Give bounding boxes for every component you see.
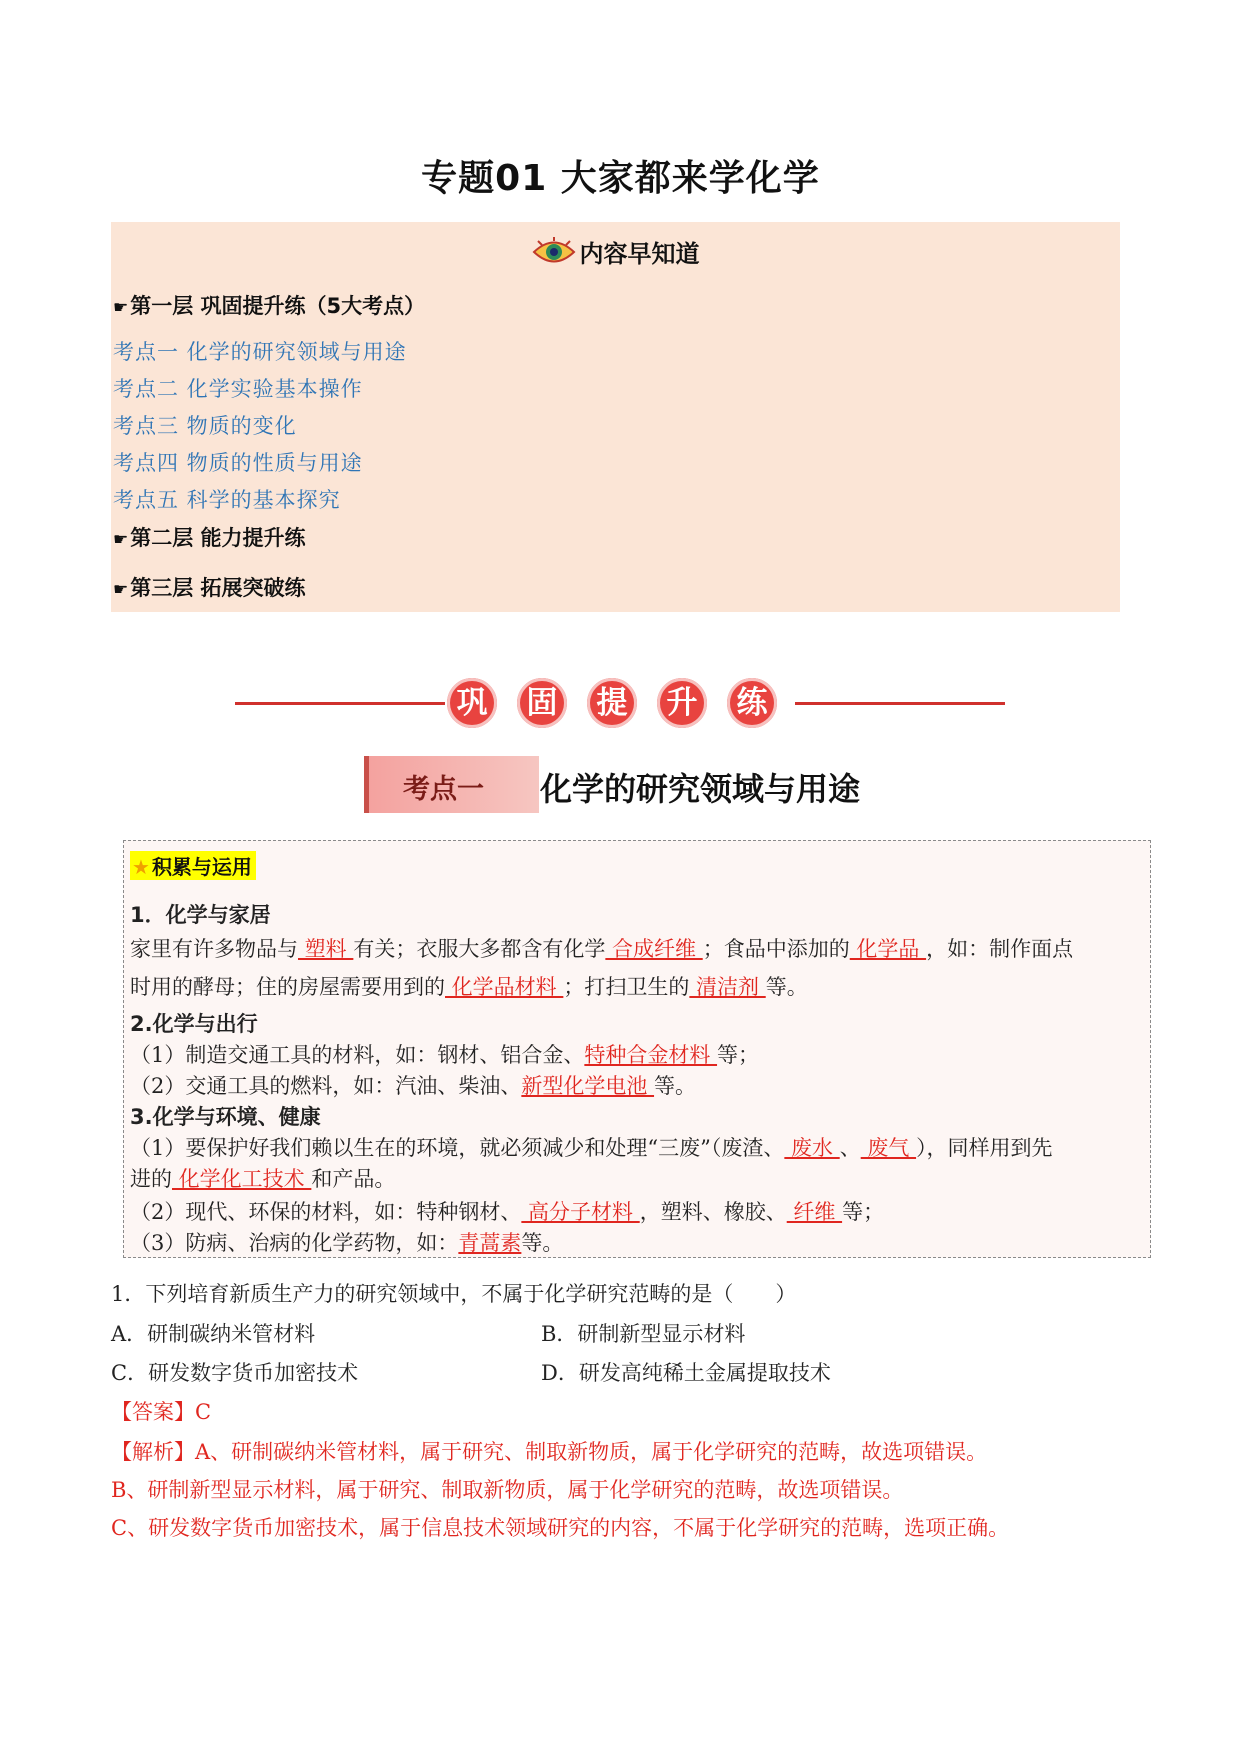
- star-icon: ★: [132, 855, 150, 879]
- page-title: 专题01 大家都来学化学: [421, 158, 820, 199]
- option-d[interactable]: D．研发高纯稀土金属提取技术: [541, 1361, 831, 1385]
- option-a[interactable]: A．研制碳纳米管材料: [111, 1322, 316, 1346]
- text-line: 时用的酵母；住的房屋需要用到的 化学品材料 ；打扫卫生的 清洁剂 等。: [130, 975, 808, 999]
- answer-fill: 废水: [784, 1136, 840, 1160]
- answer-fill: 化学品: [849, 937, 927, 961]
- kaodian-link-2[interactable]: 考点二 化学实验基本操作: [113, 377, 363, 401]
- banner-char: 巩: [447, 678, 497, 728]
- text-line: （2）现代、环保的材料，如：特种钢材、 高分子材料 ，塑料、橡胶、 纤维 等；: [130, 1200, 885, 1224]
- layer-2-link[interactable]: ☛第二层 能力提升练: [113, 526, 306, 550]
- answer-fill: 高分子材料: [521, 1200, 640, 1224]
- text-line: （3）防病、治病的化学药物，如：青蒿素等。: [130, 1231, 564, 1255]
- option-b[interactable]: B．研制新型显示材料: [541, 1322, 746, 1346]
- answer-fill: 特种合金材料: [584, 1043, 718, 1067]
- knowledge-box: [123, 840, 1151, 1258]
- answer-line: 【答案】C: [111, 1400, 212, 1424]
- kaodian-tab: 考点一: [364, 756, 539, 813]
- overview-heading: 内容早知道: [111, 234, 1120, 273]
- section-heading: 2.化学与出行: [130, 1012, 258, 1036]
- text-line: （1）制造交通工具的材料，如：钢材、铝合金、特种合金材料 等；: [130, 1043, 760, 1067]
- banner-line-right: [795, 702, 1005, 705]
- text-line: （1）要保护好我们赖以生在的环境，就必须减少和处理“三废”（废渣、 废水 、 废气 ），同样用到先: [130, 1136, 1053, 1160]
- pointing-hand-icon: ☛: [113, 530, 129, 550]
- answer-fill: 纤维: [786, 1200, 843, 1224]
- banner-char: 固: [517, 678, 567, 728]
- layer-3-link[interactable]: ☛第三层 拓展突破练: [113, 576, 306, 600]
- kaodian-link-1[interactable]: 考点一 化学的研究领域与用途: [113, 340, 407, 364]
- pointing-hand-icon: ☛: [113, 580, 129, 600]
- analysis-line: B、研制新型显示材料，属于研究、制取新物质，属于化学研究的范畴，故选项错误。: [111, 1478, 904, 1502]
- text-line: 家里有许多物品与 塑料 有关；衣服大多都含有化学 合成纤维 ；食品中添加的 化学品 ，如：制作面点: [130, 937, 1074, 961]
- accumulate-tag: ★ 积累与运用: [130, 851, 256, 880]
- analysis-line: 【解析】A、研制碳纳米管材料，属于研究、制取新物质，属于化学研究的范畴，故选项错误。: [111, 1440, 988, 1464]
- analysis-line: C、研发数字货币加密技术，属于信息技术领域研究的内容，不属于化学研究的范畴，选项正确。: [111, 1516, 1010, 1540]
- option-c[interactable]: C．研发数字货币加密技术: [111, 1361, 359, 1385]
- section-heading: 1．化学与家居: [130, 903, 271, 927]
- banner-char: 升: [657, 678, 707, 728]
- answer-fill: 清洁剂: [689, 975, 766, 999]
- answer-fill: 塑料: [298, 937, 354, 961]
- pointing-hand-icon: ☛: [113, 298, 129, 318]
- text-line: 进的 化学化工技术 和产品。: [130, 1167, 396, 1191]
- answer-fill: 新型化学电池: [521, 1074, 655, 1098]
- answer-fill: 合成纤维: [605, 937, 703, 961]
- overview-panel: [111, 222, 1120, 612]
- section-heading: 3.化学与环境、健康: [130, 1105, 321, 1129]
- banner-line-left: [235, 702, 445, 705]
- eye-icon: [532, 237, 576, 273]
- answer-fill: 化学品材料: [445, 975, 564, 999]
- question-stem: 1．下列培育新质生产力的研究领域中，不属于化学研究范畴的是（ ）: [111, 1282, 797, 1306]
- kaodian-link-5[interactable]: 考点五 科学的基本探究: [113, 488, 341, 512]
- banner-char: 提: [587, 678, 637, 728]
- kaodian-link-3[interactable]: 考点三 物质的变化: [113, 414, 297, 438]
- answer-fill: 废气: [860, 1136, 917, 1160]
- banner-char: 练: [727, 678, 777, 728]
- answer-fill: 化学化工技术: [172, 1167, 312, 1191]
- section-banner: [235, 678, 1005, 728]
- kaodian-link-4[interactable]: 考点四 物质的性质与用途: [113, 451, 363, 475]
- answer-fill: 青蒿素: [458, 1231, 522, 1255]
- layer-1-link[interactable]: ☛第一层 巩固提升练（5大考点）: [113, 294, 426, 318]
- text-line: （2）交通工具的燃料，如：汽油、柴油、新型化学电池 等。: [130, 1074, 697, 1098]
- kaodian-title: 化学的研究领域与用途: [540, 770, 861, 808]
